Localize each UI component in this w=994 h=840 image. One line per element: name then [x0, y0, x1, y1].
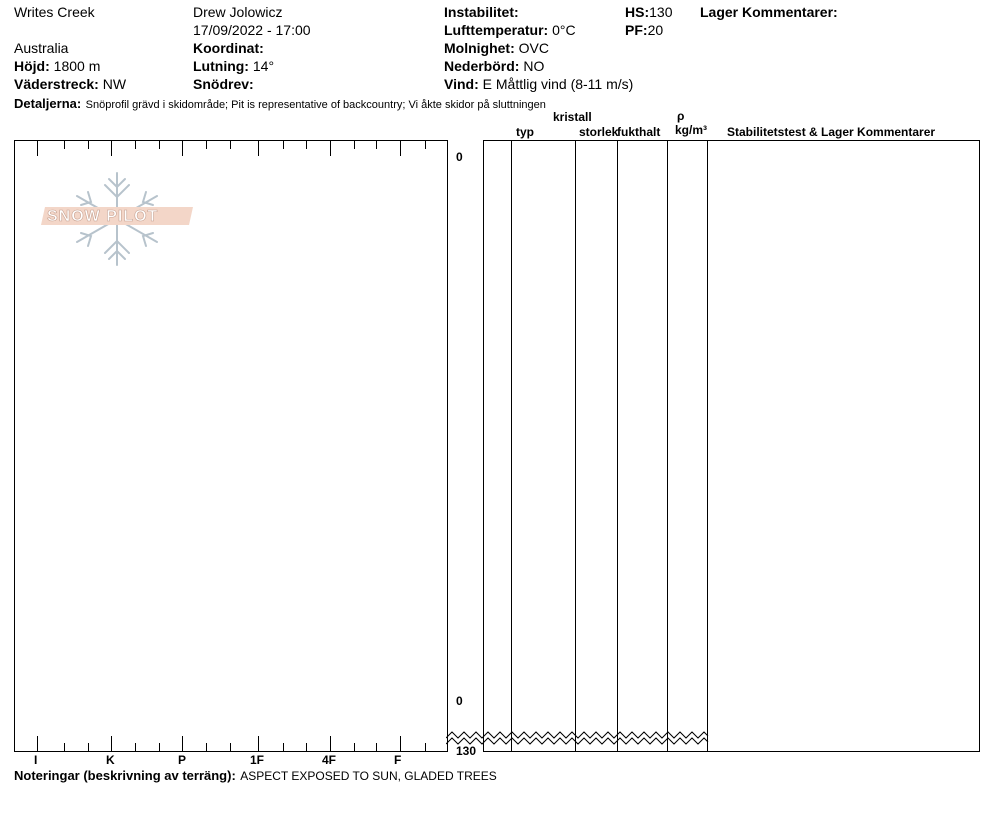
hardness-graph: [14, 140, 448, 752]
hardness-label-k: K: [106, 753, 115, 767]
column-divider: [617, 141, 618, 751]
column-divider: [667, 141, 668, 751]
hardness-label-f: F: [394, 753, 402, 767]
air-temp-field: [444, 23, 576, 37]
coordinate-field: [193, 41, 264, 55]
cloud-value: OVC: [518, 40, 549, 56]
pf-field: [625, 23, 663, 37]
terrain-notes: [14, 768, 497, 784]
hs-field: [625, 5, 672, 19]
details-field: [14, 96, 546, 112]
instability-label: Instabilitet:: [444, 4, 519, 20]
depth-top-label: 0: [456, 150, 463, 164]
wind-field: [444, 77, 633, 91]
column-divider: [707, 141, 708, 751]
column-divider: [575, 141, 576, 751]
hardness-label-4f: 4F: [322, 753, 337, 767]
elevation-field: [14, 59, 100, 73]
slope-field: [193, 59, 274, 73]
layer-comments-heading: Lager Kommentarer:: [700, 4, 838, 20]
wind-value: E Måttlig vind (8-11 m/s): [482, 76, 634, 92]
terrain-notes-label: Noteringar (beskrivning av terräng):: [14, 768, 236, 783]
elevation-label: Höjd:: [14, 58, 50, 74]
stability-header: Stabilitetstest & Lager Kommentarer: [727, 125, 936, 139]
hardness-label-p: P: [178, 753, 187, 767]
observer-name: Drew Jolowicz: [193, 4, 283, 20]
layer-table: [483, 140, 980, 752]
location-name: Writes Creek: [14, 4, 95, 20]
instability-field: [444, 5, 519, 19]
aspect-field: [14, 77, 126, 91]
observation-datetime: 17/09/2022 - 17:00: [193, 22, 311, 38]
cloud-label: Molnighet:: [444, 40, 515, 56]
slope-label: Lutning:: [193, 58, 249, 74]
total-depth-label: 130: [456, 744, 477, 758]
pf-value: 20: [647, 22, 664, 38]
moisture-header: fukthalt: [617, 125, 661, 139]
aspect-value: NW: [102, 76, 127, 92]
snow-drift-label: Snödrev:: [193, 76, 254, 92]
depth-bottom-label: 0: [456, 694, 463, 708]
snowpilot-logo: [39, 169, 199, 269]
rho-header: ρ: [677, 109, 685, 123]
hardness-label-1f: 1F: [250, 753, 265, 767]
precip-label: Nederbörd:: [444, 58, 520, 74]
elevation-value: 1800 m: [53, 58, 101, 74]
terrain-notes-value: ASPECT EXPOSED TO SUN, GLADED TREES: [240, 769, 497, 783]
pf-label: PF:: [625, 22, 648, 38]
air-temp-value: 0°C: [552, 22, 576, 38]
coordinate-label: Koordinat:: [193, 40, 264, 56]
cloud-field: [444, 41, 549, 55]
hardness-label-i: I: [34, 753, 38, 767]
details-label: Detaljerna:: [14, 96, 82, 111]
aspect-label: Väderstreck:: [14, 76, 99, 92]
precip-field: [444, 59, 544, 73]
details-value: Snöprofil grävd i skidområde; Pit is representative of backcountry; Vi åkte skidor på sluttningen: [85, 99, 546, 111]
logo-text: SNOW PILOT: [47, 208, 159, 225]
snow-drift-field: [193, 77, 254, 91]
air-temp-label: Lufttemperatur:: [444, 22, 549, 38]
crystal-header: kristall: [553, 110, 592, 124]
density-unit-header: kg/m³: [675, 123, 708, 137]
type-header: typ: [516, 125, 534, 139]
hs-label: HS:: [625, 4, 650, 20]
size-header: storlek: [579, 125, 619, 139]
slope-value: 14°: [252, 58, 275, 74]
precip-value: NO: [523, 58, 545, 74]
hs-value: 130: [649, 4, 673, 20]
country-name: Australia: [14, 40, 69, 56]
scale-break-marker: [446, 728, 710, 748]
column-divider: [511, 141, 512, 751]
wind-label: Vind:: [444, 76, 479, 92]
